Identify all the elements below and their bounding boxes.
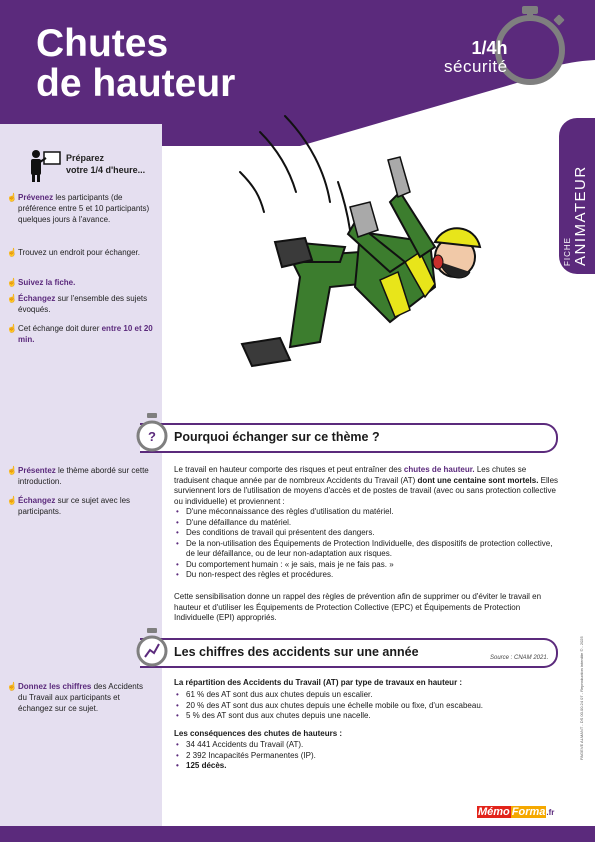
section-2-list-1	[176, 690, 560, 722]
section-1-outro: Cette sensibilisation donne un rappel des règles de prévention afin de supprimer ou d'éviter le travail en hauteur et d'utiliser les Équipements de Protection Collective (EPC) et Équipements de Protection Individuelle (EPI) appropriés.	[174, 592, 542, 622]
list-item: • 5 % des AT sont dus aux chutes depuis une nacelle.	[176, 711, 560, 722]
hand-icon: ☝	[7, 466, 17, 475]
hand-icon: ☝	[7, 193, 17, 202]
hand-icon: ☝	[7, 294, 17, 303]
timer-fraction: 1/4h	[471, 38, 508, 58]
list-item: • D'une défaillance du matériel.	[176, 518, 560, 529]
section-1-title: Pourquoi échanger sur ce thème ?	[174, 430, 380, 444]
hand-icon: ☝	[7, 278, 17, 287]
list-item: • 125 décès.	[176, 761, 560, 772]
list-item: • Des conditions de travail qui présentent des dangers.	[176, 528, 560, 539]
list-item: • 2 392 Incapacités Permanentes (IP).	[176, 751, 560, 762]
left-item-duree: ☝ Cet échange doit durer entre 10 et 20 min.	[7, 324, 153, 344]
page-title	[36, 24, 235, 104]
hand-icon: ☝	[7, 248, 17, 257]
hand-icon: ☝	[7, 496, 17, 505]
falling-worker-illustration	[230, 112, 500, 382]
section-2-sub-2: Les conséquences des chutes de hauteurs :	[174, 729, 343, 738]
hand-icon: ☝	[7, 324, 17, 333]
copyright-note: PAGEVE ALMANT - DS 00.00.24 07 - Reproduction interdite © - 2025	[579, 636, 584, 760]
left-item-echangez-2: ☝ Échangez sur ce sujet avec les participants.	[7, 496, 131, 516]
list-item: • D'une méconnaissance des règles d'utilisation du matériel.	[176, 507, 560, 518]
timer-text	[444, 38, 508, 76]
stopwatch-question-icon	[136, 413, 168, 453]
section-2-title: Les chiffres des accidents sur une année	[174, 645, 419, 659]
footer-band	[0, 826, 595, 842]
section-1-intro: Le travail en hauteur comporte des risques et peut entraîner des chutes de hauteur. Les chutes se traduisent chaque année par de nombreux Accidents du Travail (AT) dont une centaine sont mortels. Elles surviennent lors de l'utilisation de moyens d'accès et de postes de travail (avec ou sans protection collective ou individuelle) et proviennent :	[174, 465, 559, 506]
list-item: • 20 % des AT sont dus aux chutes depuis une échelle mobile ou fixe, d'un escabeau.	[176, 701, 560, 712]
fiche-label: FICHE ANIMATEUR	[563, 165, 589, 266]
presenter-icon	[26, 146, 62, 182]
left-item-donnez: ☝ Donnez les chiffres des Accidents du Travail aux participants et échangez sur ce sujet.	[7, 682, 143, 713]
prep-title	[66, 152, 145, 176]
title-line-2: de hauteur	[36, 62, 236, 105]
section-1-bullets	[176, 507, 560, 581]
left-item-endroit: ☝ Trouvez un endroit pour échanger.	[7, 248, 141, 257]
stopwatch-chart-icon	[136, 628, 168, 668]
timer-label: sécurité	[444, 57, 508, 76]
list-item: • Du non-respect des règles et procédures.	[176, 570, 560, 581]
list-item: • 34 441 Accidents du Travail (AT).	[176, 740, 560, 751]
section-2-sub-1: La répartition des Accidents du Travail (AT) par type de travaux en hauteur :	[174, 678, 463, 687]
prep-line-1: Préparez	[66, 153, 105, 163]
list-item: • 61 % des AT sont dus aux chutes depuis un escalier.	[176, 690, 560, 701]
left-item-presentez: ☝ Présentez le thème abordé sur cette introduction.	[7, 466, 149, 486]
prep-line-2: votre 1/4 d'heure...	[66, 165, 146, 175]
left-item-prevenez: ☝ Prévenez les participants (de préférence entre 5 et 10 participants) quelques jours à l'avance.	[7, 193, 150, 224]
hand-icon: ☝	[7, 682, 17, 691]
list-item: • De la non-utilisation des Équipements de Protection Individuelle, des dispositifs de protection collective, de leur défaillance, ou de leur non-adaptation aux risques.	[176, 539, 560, 560]
left-item-echangez: ☝ Échangez sur l'ensemble des sujets évoqués.	[7, 294, 148, 314]
title-line-1: Chutes	[36, 22, 169, 65]
section-2-list-2	[176, 740, 560, 772]
left-item-suivez: ☝ Suivez la fiche.	[7, 278, 76, 287]
list-item: • Du comportement humain : « je sais, mais je ne fais pas. »	[176, 560, 560, 571]
memoforma-logo: Mémo Forma.fr	[478, 806, 555, 818]
source-note: Source : CNAM 2021.	[490, 655, 549, 661]
question-glyph: ?	[148, 429, 156, 444]
